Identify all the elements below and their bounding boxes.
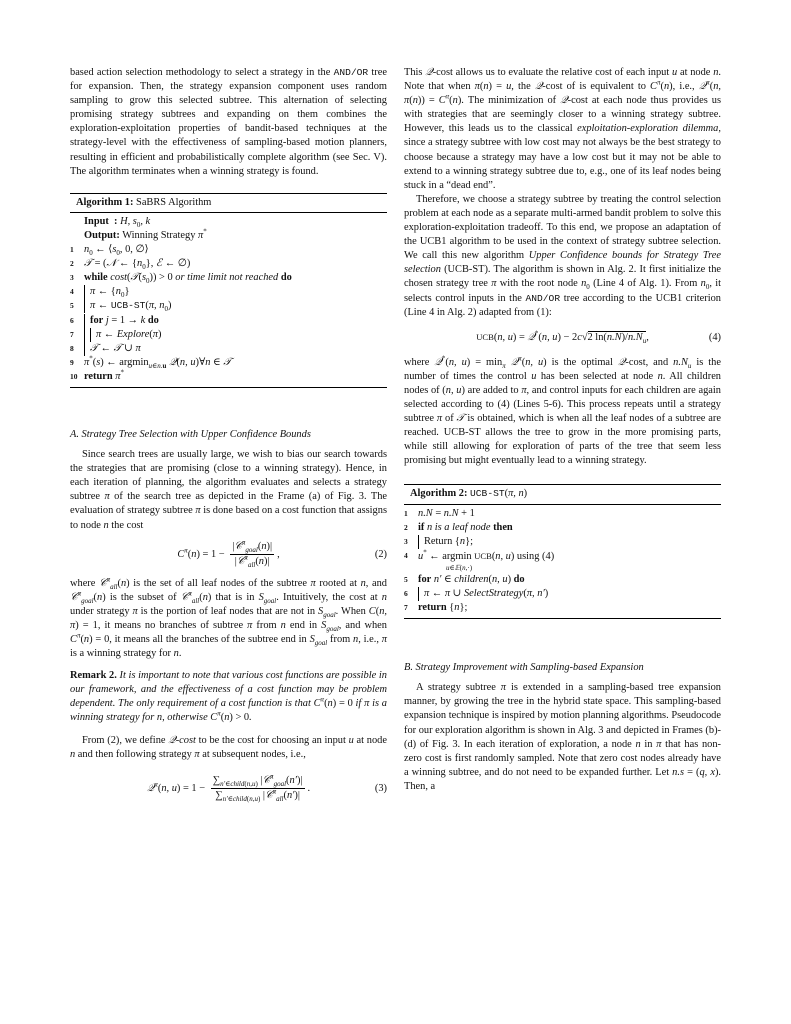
equation-2-description: where 𝒞$^\pi_{all}$(n) is the set of all leaf nodes of the subtree π rooted at n, and 𝒞$^\pi_{goal}$(n) is the subset of 𝒞$^\pi_{all}$(n) that is in $S_{goal}$. Intuitively, the cost at n under strategy π is the portion of leaf nodes that are not in $S_{goal}$. When C(n, π) = 1, it means no branches of subtree π from n end in $S_{goal}$, and when $C^\pi(n) = 0$, it means all the branches of the subtree end in $S_{goal}$ from n, i.e., π is a winning strategy for n. xyxy=(70,575,387,660)
algo1-line-7: 7 π ← Explore(π) xyxy=(70,328,162,340)
algorithm-2 xyxy=(404,484,721,619)
algo1-line-10: 10 return π* xyxy=(70,368,124,382)
algo2-line-3: 3 Return {n}; xyxy=(404,535,473,547)
right-paragraph-2: Therefore, we choose a strategy subtree by treating the control selection problem at each node as a separate multi-armed bandit problem to solve this exploration-exploitation tradeoff. To this end, we propose an adaptation of the UCB1 algorithm to be used in the context of strategy subtree selection. We call this new algorithm Upper Confidence bounds for Strategy Tree selection (UCB-ST). The algorithm is shown in Alg. 2. It first initialize the chosen strategy tree π with the root node $n_0$ (Line 4 of Alg. 1). From $n_0$, it selects control inputs in the AND/OR tree according to the UCB1 criterion (Line 4 in Alg. 2) adapted from (1): xyxy=(404,193,722,318)
q-cost-paragraph: From (2), we define 𝒬-cost to be the cost for choosing an input u at node n and then following strategy π at subsequent nodes, i.e., xyxy=(70,734,387,760)
algo2-line-4: 4 u* ← argmin UCB(n, u) using (4) xyxy=(404,548,555,562)
algo2-line-6: 6 π ← π ∪ SelectStrategy(π, n′) xyxy=(404,588,549,599)
algorithm-2-title: Algorithm 2: UCB-ST(π, n) xyxy=(404,485,721,504)
algo1-line-8: 8 𝒯 ← 𝒯 ∪ π xyxy=(70,342,141,354)
section-a-title: A. Strategy Tree Selection with Upper Confidence Bounds xyxy=(70,428,311,440)
algorithm-1-input: Input : H, $s_0$, k xyxy=(84,215,151,229)
algo1-line-1: 1 $n_0$ ← $⟨s_0$, 0, ∅⟩ xyxy=(70,244,149,258)
algorithm-1-output: Output: Winning Strategy π* xyxy=(84,227,207,241)
algo1-line-9: 9 π*(s) ← argmin$_{u\in n.u}$ 𝒬(n, u)∀n ∈ 𝒯 xyxy=(70,354,232,370)
algorithm-1-title: Algorithm 1: SaBRS Algorithm xyxy=(70,194,387,213)
intro-paragraph: based action selection methodology to select a strategy in the AND/OR tree for expansion. Then, the strategy expansion component uses random sampling to grow this selected subtree. This alternation of selecting promising strategy subtrees and expanding on them combines the exploration-exploitation properties of bandit-based techniques at the strategy-level with the effectiveness of sampling-based motion planners, resulting in efficient and probabilistically complete algorithm (see Sec. V). The algorithm terminates when a winning strategy is found. xyxy=(70,67,387,177)
algo2-line-7: 7 return {n}; xyxy=(404,602,468,614)
section-b-title: B. Strategy Improvement with Sampling-based Expansion xyxy=(404,662,644,674)
algo1-line-2: 2 𝒯 = (𝒩 ← $\{n_0\}$, ℰ ← ∅) xyxy=(70,258,191,272)
algo2-line-4-sub: u∈𝔼(n,·) xyxy=(446,563,473,572)
algorithm-1 xyxy=(70,193,387,388)
algo2-line-1: 1 n.N = n.N + 1 xyxy=(404,507,475,519)
equation-3: 𝒬$^\pi$(n, u) = 1 − $\frac{\sum_{n'\in child(n,u)} |𝒞^\pi_{goal}(n')|}{\sum_{n'\in child(n,u)} |𝒞^\pi_{all}(n')|}$ . (3) xyxy=(146,772,387,804)
equation-3-number: (3) xyxy=(374,782,387,794)
equation-2: $C^\pi(n) = 1$ − $\frac{|𝒞^\pi_{goal}(n)|}{|𝒞^\pi_{all}(n)|}$ , (2) xyxy=(177,538,387,570)
equation-4: UCB(n, u) = 𝒬*(n, u) − 2c√2 $\ln(n.N)/n.N_u$, (4) xyxy=(476,329,721,346)
algo2-line-2: 2 if n is a leaf node then xyxy=(404,521,513,533)
algo1-line-3: 3 while $\cos t(𝒯(s_0)) > 0$ or time limit not reached do xyxy=(70,272,292,286)
right-paragraph-3: where 𝒬*(n, $u) = \min_\pi$ 𝒬$^\pi$(n, u) is the optimal 𝒬-cost, and $n.N_u$ is the number of times the control u has been selected at node n. All children nodes of (n, u) are added to π, and control inputs for each children are again selected according to (4) (Lines 5-6). This process repeats until a strategy subtree π of 𝒯 is obtained, which is when all the leaf nodes of a subtree are reached. UCB-ST allows the tree to grow in the more promising parts, while still allowing for exploration of parts of the tree that seem less promising but might eventually lead to a winning strategy. xyxy=(404,354,721,467)
section-a-paragraph: Since search trees are usually large, we wish to bias our search towards the strategies that are promising (close to a winning strategy). Hence, in each iteration of planning, the algorithm evaluates and selects a strategy subtree π of the search tree as depicted in the Frame (a) of Fig. 3. The evaluation of strategy subtree π is done based on a cost function that assigns to node n the cost xyxy=(70,449,388,531)
left-column xyxy=(70,66,387,814)
equation-4-number: (4) xyxy=(708,331,721,343)
algo1-line-5: 5 π ← UCB-ST(π, $n_0$) xyxy=(70,300,172,314)
right-column xyxy=(404,66,721,794)
algo2-line-5: 5 for n′ ∈ children(n, u) do xyxy=(404,573,525,585)
right-paragraph-1: This 𝒬-cost allows us to evaluate the relative cost of each input u at node n. Note that when π(n) = u, the 𝒬-cost of is equivalent to $C^\pi(n)$, i.e., 𝒬$^\pi$(n, $\pi(n)) = C^\pi(n)$. The minimization of 𝒬-cost at each node thus provides us with strategies that are seemingly closer to a winning strategy subtree. However, this leads us to the classical exploitation-exploration dilemma, since a strategy subtree with low cost may not always be the best strategy to choose because a strategy may have a low cost but it may not be able to extend to a winning strategy subtree due to, e.g., one of its leaf nodes being stuck in a “dead end”. xyxy=(404,67,721,191)
equation-2-number: (2) xyxy=(374,548,387,560)
remark-2: Remark 2. It is important to note that various cost functions are possible in our framework, and the effectiveness of a cost function may be problem dependent. The only requirement of a cost function is that $C^\pi(n) = 0$ if π is a winning strategy for n, otherwise $C^\pi(n) > 0$. xyxy=(70,670,388,724)
algo1-line-4: 4 π ← $\{n_0\}$ xyxy=(70,286,130,300)
section-b-paragraph: A strategy subtree π is extended in a sampling-based tree expansion manner, by growing the tree in the hybrid state space. This sampling-based expansion technique is inspired by motion planning algorithms. Pseudocode for our exploration algorithm is shown in Alg. 3 and depicted in Frames (b)-(d) of Fig. 3. In each iteration of exploration, a node n in π that has non-zero cost is first randomly sampled. Note that zero cost nodes already have a winning subtree, and do not need to be expanded further. Let n.s = (q, x). Then, a xyxy=(404,682,721,792)
algo1-line-6: 6 for j = 1 → k do xyxy=(70,314,159,326)
